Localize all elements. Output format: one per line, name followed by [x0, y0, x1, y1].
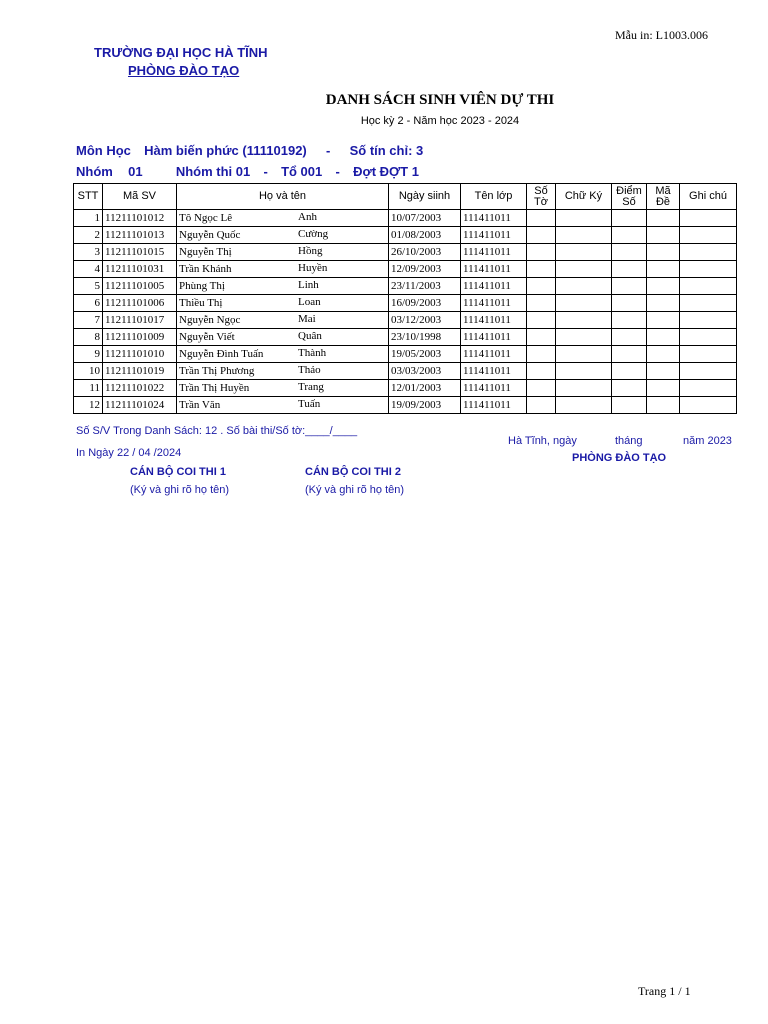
- cell-sheets: [527, 278, 556, 295]
- cell-sheets: [527, 312, 556, 329]
- cell-student-id: 11211101022: [103, 380, 177, 397]
- cell-student-id: 11211101015: [103, 244, 177, 261]
- cell-exam-code: [647, 312, 680, 329]
- table-row: [74, 329, 737, 346]
- surname: Trần Văn: [179, 399, 221, 411]
- cell-stt: 11: [74, 380, 103, 397]
- cell-full-name: [177, 397, 389, 414]
- cell-signature: [556, 380, 612, 397]
- cell-full-name: [177, 346, 389, 363]
- table-header-row: [74, 184, 737, 210]
- cell-signature: [556, 312, 612, 329]
- cell-score: [612, 210, 647, 227]
- group-dash: -: [263, 164, 268, 179]
- cell-notes: [680, 227, 737, 244]
- surname: Trần Thị Huyền: [179, 382, 250, 394]
- cell-sheets: [527, 363, 556, 380]
- surname: Nguyễn Đình Tuấn: [179, 348, 264, 360]
- cell-class: 111411011: [461, 295, 527, 312]
- cell-notes: [680, 397, 737, 414]
- header-signature: Chữ Ký: [556, 184, 612, 210]
- given-name: Hồng: [298, 245, 323, 257]
- place-date-year: năm 2023: [683, 435, 732, 447]
- table-row: [74, 380, 737, 397]
- university-name: TRƯỜNG ĐẠI HỌC HÀ TĨNH: [94, 45, 268, 60]
- group-label: Nhóm: [76, 164, 113, 179]
- cell-signature: [556, 329, 612, 346]
- cell-sheets: [527, 261, 556, 278]
- table-row: [74, 346, 737, 363]
- group-value: 01: [128, 164, 143, 179]
- given-name: Linh: [298, 279, 319, 291]
- cell-exam-code: [647, 278, 680, 295]
- cell-score: [612, 346, 647, 363]
- cell-score: [612, 295, 647, 312]
- cell-stt: 5: [74, 278, 103, 295]
- page-number: Trang 1 / 1: [638, 984, 691, 998]
- cell-notes: [680, 363, 737, 380]
- cell-score: [612, 227, 647, 244]
- cell-class: 111411011: [461, 363, 527, 380]
- subject-line: [76, 143, 423, 158]
- cell-score: [612, 261, 647, 278]
- cell-stt: 2: [74, 227, 103, 244]
- cell-full-name: [177, 329, 389, 346]
- header-notes: Ghi chú: [680, 184, 737, 210]
- cell-signature: [556, 397, 612, 414]
- surname: Nguyễn Quốc: [179, 229, 241, 241]
- cell-signature: [556, 210, 612, 227]
- given-name: Tuấn: [298, 398, 321, 410]
- cell-stt: 1: [74, 210, 103, 227]
- table-row: [74, 210, 737, 227]
- cell-sheets: [527, 329, 556, 346]
- cell-signature: [556, 261, 612, 278]
- cell-sheets: [527, 346, 556, 363]
- cell-dob: 10/07/2003: [389, 210, 461, 227]
- cell-signature: [556, 227, 612, 244]
- cell-dob: 19/09/2003: [389, 397, 461, 414]
- surname: Tô Ngọc Lê: [179, 212, 233, 224]
- cell-exam-code: [647, 363, 680, 380]
- cell-stt: 7: [74, 312, 103, 329]
- cell-exam-code: [647, 227, 680, 244]
- cell-signature: [556, 346, 612, 363]
- cell-class: 111411011: [461, 210, 527, 227]
- cell-signature: [556, 363, 612, 380]
- credits: Số tín chỉ: 3: [349, 143, 424, 158]
- surname: Nguyễn Viết: [179, 331, 235, 343]
- cell-exam-code: [647, 329, 680, 346]
- cell-student-id: 11211101006: [103, 295, 177, 312]
- header-full-name: Họ và tên: [177, 184, 389, 210]
- cell-exam-code: [647, 244, 680, 261]
- cell-dob: 01/08/2003: [389, 227, 461, 244]
- given-name: Quân: [298, 330, 322, 342]
- subject-name: Hàm biến phức (11110192): [144, 143, 307, 158]
- exam-group: Nhóm thi 01: [175, 164, 251, 179]
- cell-class: 111411011: [461, 397, 527, 414]
- header-class: Tên lớp: [461, 184, 527, 210]
- count-line: Số S/V Trong Danh Sách: 12 . Số bài thi/Số tờ:____/____: [76, 425, 358, 437]
- cell-sheets: [527, 227, 556, 244]
- cell-signature: [556, 295, 612, 312]
- cell-student-id: 11211101024: [103, 397, 177, 414]
- cell-score: [612, 329, 647, 346]
- cell-notes: [680, 261, 737, 278]
- cell-full-name: [177, 210, 389, 227]
- header-stt: STT: [74, 184, 103, 210]
- cell-notes: [680, 346, 737, 363]
- cell-stt: 4: [74, 261, 103, 278]
- cell-dob: 12/09/2003: [389, 261, 461, 278]
- header-exam-code: Mã Đề: [647, 184, 680, 210]
- cell-stt: 8: [74, 329, 103, 346]
- table-row: [74, 312, 737, 329]
- cell-score: [612, 312, 647, 329]
- given-name: Trang: [298, 381, 324, 393]
- cell-notes: [680, 312, 737, 329]
- cell-full-name: [177, 261, 389, 278]
- cell-dob: 03/03/2003: [389, 363, 461, 380]
- cell-notes: [680, 244, 737, 261]
- team-dash: -: [335, 164, 340, 179]
- surname: Nguyễn Ngọc: [179, 314, 241, 326]
- place-date-day: Hà Tĩnh, ngày: [508, 435, 577, 447]
- table-row: [74, 397, 737, 414]
- surname: Trần Khánh: [179, 263, 232, 275]
- office-signature-title: PHÒNG ĐÀO TẠO: [572, 452, 667, 464]
- proctor2-title: CÁN BỘ COI THI 2: [305, 466, 401, 478]
- cell-sheets: [527, 397, 556, 414]
- place-date-month: tháng: [615, 435, 643, 447]
- cell-score: [612, 397, 647, 414]
- cell-student-id: 11211101019: [103, 363, 177, 380]
- cell-class: 111411011: [461, 312, 527, 329]
- surname: Nguyễn Thị: [179, 246, 232, 258]
- document-title: DANH SÁCH SINH VIÊN DỰ THI: [325, 92, 555, 108]
- cell-notes: [680, 210, 737, 227]
- cell-dob: 03/12/2003: [389, 312, 461, 329]
- surname: Thiều Thị: [179, 297, 223, 309]
- cell-student-id: 11211101010: [103, 346, 177, 363]
- given-name: Mai: [298, 313, 316, 325]
- cell-class: 111411011: [461, 346, 527, 363]
- table-row: [74, 227, 737, 244]
- cell-student-id: 11211101031: [103, 261, 177, 278]
- cell-exam-code: [647, 210, 680, 227]
- subject-dash: -: [326, 143, 331, 158]
- cell-signature: [556, 278, 612, 295]
- semester-info: Học kỳ 2 - Năm học 2023 - 2024: [360, 115, 520, 127]
- proctor2-note: (Ký và ghi rõ họ tên): [305, 484, 405, 496]
- cell-class: 111411011: [461, 278, 527, 295]
- header-student-id: Mã SV: [103, 184, 177, 210]
- cell-dob: 16/09/2003: [389, 295, 461, 312]
- cell-score: [612, 363, 647, 380]
- cell-full-name: [177, 380, 389, 397]
- proctor1-note: (Ký và ghi rõ họ tên): [130, 484, 230, 496]
- cell-dob: 12/01/2003: [389, 380, 461, 397]
- header-sheets: Số Tờ: [527, 184, 556, 210]
- cell-full-name: [177, 227, 389, 244]
- proctor1-title: CÁN BỘ COI THI 1: [130, 466, 226, 478]
- table-row: [74, 244, 737, 261]
- cell-exam-code: [647, 295, 680, 312]
- surname: Trần Thị Phương: [179, 365, 255, 377]
- cell-notes: [680, 278, 737, 295]
- cell-full-name: [177, 295, 389, 312]
- table-body: [74, 210, 737, 414]
- group-line: [76, 164, 419, 179]
- department-name: PHÒNG ĐÀO TẠO: [128, 63, 240, 78]
- cell-student-id: 11211101013: [103, 227, 177, 244]
- cell-dob: 23/11/2003: [389, 278, 461, 295]
- cell-score: [612, 244, 647, 261]
- cell-class: 111411011: [461, 380, 527, 397]
- cell-sheets: [527, 380, 556, 397]
- cell-full-name: [177, 278, 389, 295]
- given-name: Thảo: [298, 364, 321, 376]
- cell-sheets: [527, 295, 556, 312]
- cell-full-name: [177, 312, 389, 329]
- cell-dob: 19/05/2003: [389, 346, 461, 363]
- given-name: Huyền: [298, 262, 328, 274]
- cell-sheets: [527, 244, 556, 261]
- table-row: [74, 278, 737, 295]
- cell-notes: [680, 295, 737, 312]
- table-row: [74, 363, 737, 380]
- cell-class: 111411011: [461, 329, 527, 346]
- cell-exam-code: [647, 397, 680, 414]
- cell-score: [612, 278, 647, 295]
- team: Tổ 001: [281, 164, 323, 179]
- cell-stt: 9: [74, 346, 103, 363]
- cell-student-id: 11211101009: [103, 329, 177, 346]
- header-score: Điểm Số: [612, 184, 647, 210]
- given-name: Anh: [298, 211, 317, 223]
- form-code: Mẫu in: L1003.006: [615, 28, 708, 42]
- cell-signature: [556, 244, 612, 261]
- round: Đợt ĐỢT 1: [353, 164, 419, 179]
- table-row: [74, 295, 737, 312]
- header-dob: Ngày siinh: [389, 184, 461, 210]
- cell-stt: 6: [74, 295, 103, 312]
- cell-stt: 3: [74, 244, 103, 261]
- cell-dob: 26/10/2003: [389, 244, 461, 261]
- cell-full-name: [177, 363, 389, 380]
- cell-exam-code: [647, 380, 680, 397]
- cell-student-id: 11211101017: [103, 312, 177, 329]
- surname: Phùng Thị: [179, 280, 225, 292]
- print-date: In Ngày 22 / 04 /2024: [76, 447, 182, 459]
- cell-notes: [680, 380, 737, 397]
- cell-class: 111411011: [461, 227, 527, 244]
- cell-exam-code: [647, 261, 680, 278]
- subject-label: Môn Học: [76, 143, 131, 158]
- cell-full-name: [177, 244, 389, 261]
- cell-score: [612, 380, 647, 397]
- cell-sheets: [527, 210, 556, 227]
- cell-stt: 10: [74, 363, 103, 380]
- cell-student-id: 11211101012: [103, 210, 177, 227]
- student-table: [73, 183, 737, 414]
- cell-student-id: 11211101005: [103, 278, 177, 295]
- given-name: Cường: [298, 228, 329, 240]
- cell-notes: [680, 329, 737, 346]
- given-name: Thành: [298, 347, 327, 359]
- table-row: [74, 261, 737, 278]
- given-name: Loan: [298, 296, 321, 308]
- cell-exam-code: [647, 346, 680, 363]
- cell-stt: 12: [74, 397, 103, 414]
- cell-dob: 23/10/1998: [389, 329, 461, 346]
- cell-class: 111411011: [461, 261, 527, 278]
- cell-class: 111411011: [461, 244, 527, 261]
